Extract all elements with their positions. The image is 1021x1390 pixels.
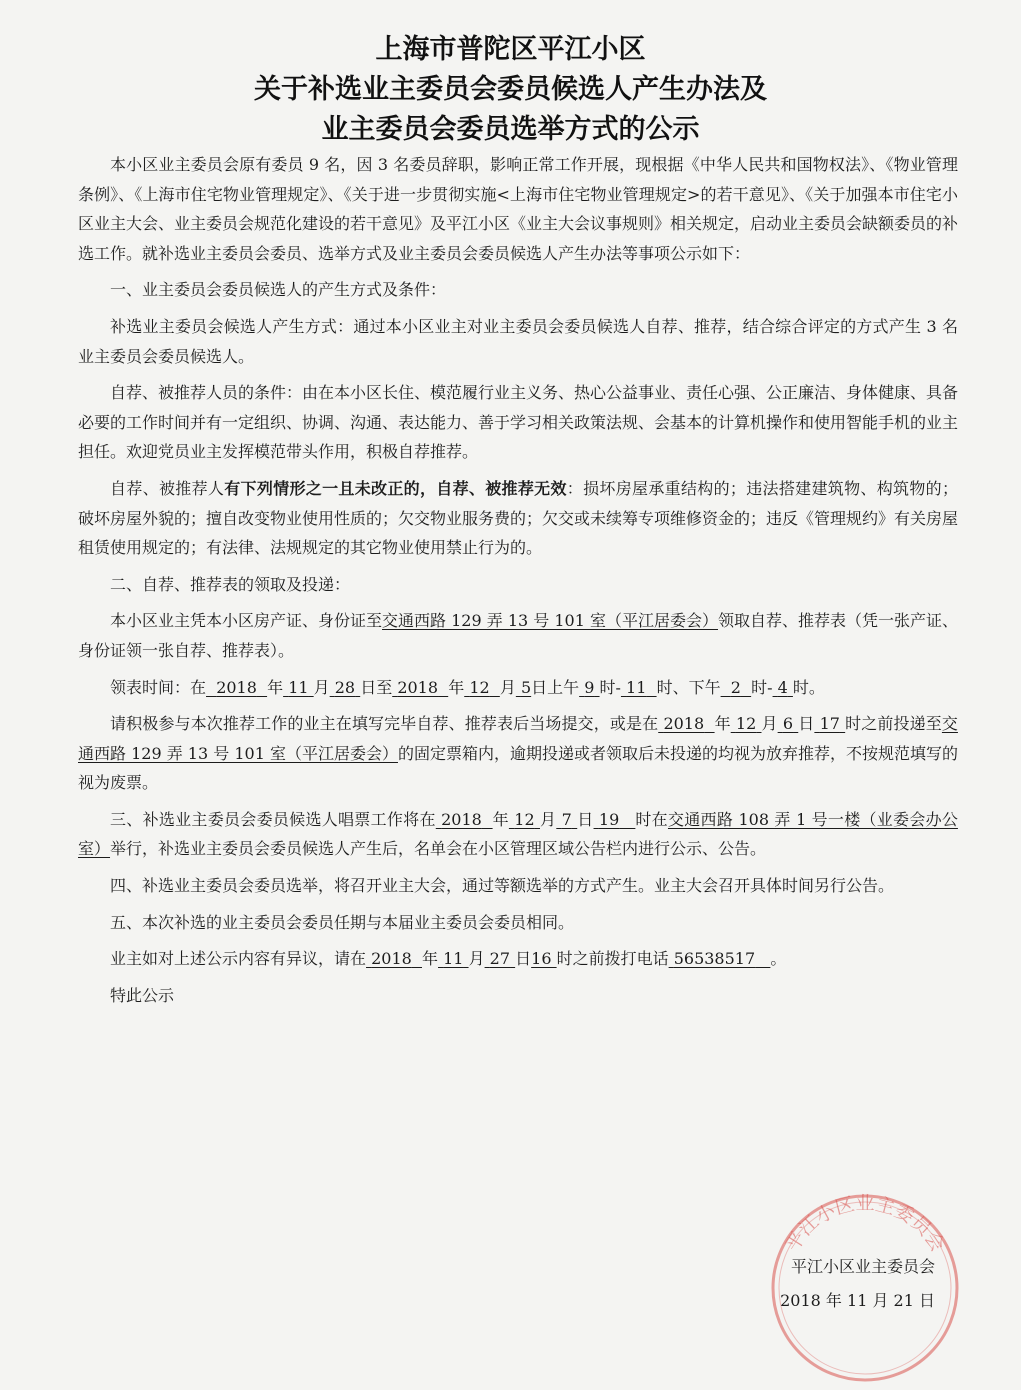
submission-tail: 的固定票箱内，逾期投递或者领取后未投递的均视为放弃推荐，不按规范填写的视为废票。 <box>78 743 958 793</box>
section-3: 三、补选业主委员会委员候选人唱票工作将在 2018 年 12 月 7 日 19 时在交通西路 108 弄 1 号一楼（业委会办公室）举行，补选业主委员会委员候选人产生后，名单会在小区管理区域公告栏内进行公示、公告。 <box>78 809 958 859</box>
time-label: 领表时间：在 <box>110 677 207 697</box>
exclusions-lead: 自荐、被推荐人 <box>110 478 225 498</box>
deadline-hour: 17 <box>819 714 840 734</box>
deadline-year: 2018 <box>663 714 705 734</box>
objection-hour: 16 <box>531 949 552 969</box>
time-year-2: 2018 <box>397 677 439 697</box>
submission-mid: 之前投递至 <box>861 714 942 734</box>
time-day-1: 28 <box>334 677 356 697</box>
objection-lead: 业主如对上述公示内容有异议，请在 <box>110 949 367 969</box>
time-month-2: 12 <box>469 677 490 697</box>
closing-line: 特此公示 <box>110 985 175 1005</box>
objection-day: 27 <box>489 949 511 969</box>
time-pm-start: 2 <box>730 677 741 697</box>
submission-lead: 请积极参与本次推荐工作的业主在填写完毕自荐、推荐表后当场提交，或是在 <box>110 714 659 734</box>
submission-address: 交通西路 129 弄 13 号 101 室（平江居委会） <box>78 714 958 763</box>
svg-text:平江小区业主委员会: 平江小区业主委员会 <box>781 1192 949 1256</box>
count-location: 交通西路 108 弄 1 号一楼（业委会办公室） <box>78 809 958 859</box>
count-month: 12 <box>514 809 535 829</box>
count-hour: 19 <box>598 809 620 829</box>
objection-paragraph: 业主如对上述公示内容有异议，请在 2018 年 11 月 27 日16 时之前拨打电话 56538517 。 <box>110 949 787 969</box>
objection-month: 11 <box>443 949 464 969</box>
time-am-end: 11 <box>626 677 647 697</box>
signature-block <box>760 1250 935 1318</box>
objection-mid: 时之前拨打电话 <box>556 949 669 969</box>
time-year-1: 2018 <box>216 677 257 697</box>
section-3-tail: 举行，补选业主委员会委员候选人产生后，名单会在小区管理区域公告栏内进行公示、公告。 <box>110 839 767 859</box>
pickup-address: 交通西路 129 弄 13 号 101 室（平江居委会） <box>382 611 718 631</box>
title-line-2: 关于补选业主委员会委员候选人产生办法及 <box>254 74 767 105</box>
notice-title <box>0 30 1021 150</box>
deadline-day: 6 <box>782 714 794 734</box>
section-2-submission: 请积极参与本次推荐工作的业主在填写完毕自荐、推荐表后当场提交，或是在 2018 年 12 月 6 日 17 时之前投递至交通西路 129 弄 13 号 101 室（平江居委会）的固定票箱内，逾期投递或者领取后未投递的均视为放弃推荐，不按规范填写的视为废票。 <box>78 714 958 793</box>
exclusions-bold: 有下列情形之一且未改正的，自荐、被推荐无效 <box>224 478 567 498</box>
section-1-exclusions <box>78 474 958 563</box>
intro-paragraph: 本小区业主委员会原有委员 9 名，因 3 名委员辞职，影响正常工作开展，现根据《中华人民共和国物权法》、《物业管理条例》、《上海市住宅物业管理规定》、《关于进一步贯彻实施<上海市住宅物业管理规定>的若干意见》、《关于加强本市住宅小区业主大会、业主委员会规范化建设的若干意见》及平江小区《业主大会议事规则》相关规定，启动业主委员会缺额委员的补选工作。就补选业主委员会委员、选举方式及业主委员会委员候选人产生办法等事项公示如下： <box>78 155 959 263</box>
time-day-2: 5 <box>520 677 532 697</box>
count-day: 7 <box>561 809 572 829</box>
objection-phone: 56538517 <box>673 949 756 969</box>
section-1-method: 补选业主委员会候选人产生方式：通过本小区业主对业主委员会委员候选人自荐、推荐，结合综合评定的方式产生 3 名业主委员会委员候选人。 <box>78 316 958 366</box>
objection-year: 2018 <box>371 949 412 969</box>
section-4: 四、补选业主委员会委员选举，将召开业主大会，通过等额选举的方式产生。业主大会召开具体时间另行公告。 <box>110 876 895 896</box>
title-line-3: 业主委员会委员选举方式的公示 <box>321 114 700 145</box>
title-line-1: 上海市普陀区平江小区 <box>375 34 646 65</box>
objection-tail: 。 <box>770 949 787 969</box>
exclusions-list: ：损坏房屋承重结构的；违法搭建建筑物、构筑物的；破坏房屋外貌的；擅自改变物业使用性质的；欠交物业服务费的；欠交或未续筹专项维修资金的；违反《管理规约》有关房屋租赁使用规定的；有法律、法规规定的其它物业使用禁止行为的。 <box>78 478 959 558</box>
signature-organization: 平江小区业主委员会 <box>790 1257 935 1276</box>
time-pm-end: 4 <box>777 677 788 697</box>
time-am-start: 9 <box>584 677 595 697</box>
section-3-lead: 三、补选业主委员会委员候选人唱票工作将在 <box>110 809 436 829</box>
section-1-heading: 一、业主委员会委员候选人的产生方式及条件： <box>110 280 447 300</box>
deadline-month: 12 <box>735 714 757 734</box>
section-5: 五、本次补选的业主委员会委员任期与本届业主委员会委员相同。 <box>110 912 575 932</box>
pickup-tail: 领取自荐、推荐表（凭一张产证、身份证领一张自荐、推荐表）。 <box>78 611 958 660</box>
time-month-1: 11 <box>288 677 309 697</box>
signature-date: 2018 年 11 月 21 日 <box>780 1291 935 1310</box>
section-3-mid: 时在 <box>635 809 668 829</box>
count-year: 2018 <box>441 809 482 829</box>
section-1-conditions: 自荐、被推荐人员的条件：由在本小区长住、模范履行业主义务、热心公益事业、责任心强、公正廉洁、身体健康、具备必要的工作时间并有一定组织、协调、沟通、表达能力、善于学习相关政策法规、会基本的计算机操作和使用智能手机的业主担任。欢迎党员业主发挥模范带头作用，积极自荐推荐。 <box>78 383 959 462</box>
pickup-lead: 本小区业主凭本小区房产证、身份证至 <box>110 611 383 631</box>
notice-body <box>78 150 958 1017</box>
section-2-pickup <box>78 606 958 665</box>
section-2-time: 领表时间：在 2018 年 11 月 28 日至 2018 年 12 月 5日上午 9 时- 11 时、下午 2 时- 4 时。 <box>110 677 825 697</box>
section-2-heading: 二、自荐、推荐表的领取及投递： <box>110 574 351 594</box>
